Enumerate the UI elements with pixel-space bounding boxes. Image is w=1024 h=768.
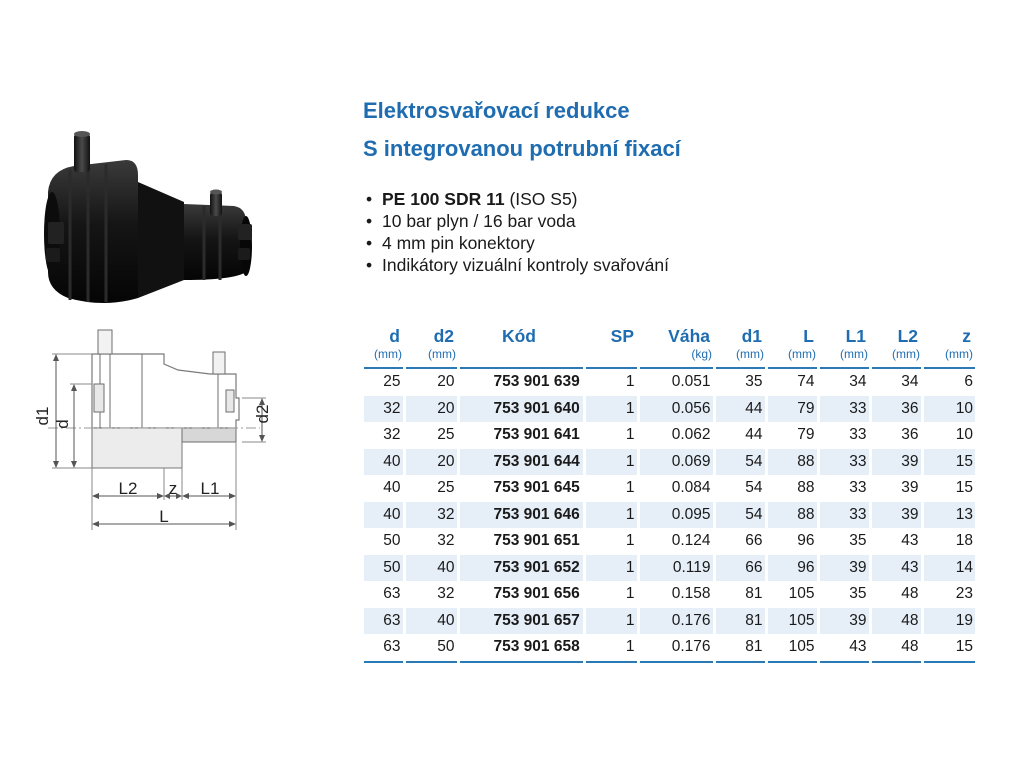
table-cell: 0.176 bbox=[638, 634, 714, 662]
table-row bbox=[364, 528, 975, 555]
table-cell: 32 bbox=[364, 422, 404, 449]
table-cell: 88 bbox=[766, 502, 818, 529]
table-cell: 25 bbox=[404, 422, 458, 449]
table-cell: 40 bbox=[404, 608, 458, 635]
table-cell: 81 bbox=[714, 581, 766, 608]
table-cell: 35 bbox=[818, 528, 870, 555]
table-cell: 13 bbox=[922, 502, 975, 529]
column-header: L2 bbox=[897, 326, 918, 346]
table-cell: 36 bbox=[870, 396, 922, 423]
dim-label-L: L bbox=[159, 507, 169, 526]
table-row bbox=[364, 502, 975, 529]
dim-label-d2: d2 bbox=[253, 404, 272, 424]
unit-label: (mm) bbox=[714, 347, 766, 368]
table-cell: 105 bbox=[766, 634, 818, 662]
table-units-row bbox=[364, 347, 975, 368]
table-row bbox=[364, 608, 975, 635]
table-cell: 753 901 652 bbox=[458, 555, 584, 582]
table-cell: 88 bbox=[766, 475, 818, 502]
table-cell: 15 bbox=[922, 449, 975, 476]
table-cell: 1 bbox=[584, 475, 638, 502]
table-cell: 0.062 bbox=[638, 422, 714, 449]
table-cell: 50 bbox=[364, 555, 404, 582]
table-cell: 20 bbox=[404, 449, 458, 476]
column-header: L1 bbox=[845, 326, 866, 346]
table-cell: 39 bbox=[818, 608, 870, 635]
spec-table bbox=[364, 321, 975, 663]
table-cell: 10 bbox=[955, 426, 973, 444]
technical-drawing bbox=[30, 324, 276, 534]
table-cell: 1 bbox=[584, 396, 638, 423]
table-cell: 40 bbox=[364, 449, 404, 476]
table-cell: 0.051 bbox=[638, 368, 714, 396]
table-cell: 43 bbox=[818, 634, 870, 662]
table-row bbox=[364, 634, 975, 662]
table-cell: 753 901 639 bbox=[458, 368, 584, 396]
table-cell: 33 bbox=[818, 449, 870, 476]
table-cell: 54 bbox=[714, 475, 766, 502]
table-cell: 50 bbox=[364, 528, 404, 555]
table-cell: 35 bbox=[714, 368, 766, 396]
dim-label-L1: L1 bbox=[200, 479, 220, 498]
table-cell: 36 bbox=[870, 422, 922, 449]
table-cell: 32 bbox=[404, 581, 458, 608]
feature-item: • Indikátory vizuální kontroly svařování bbox=[366, 255, 669, 275]
table-cell: 19 bbox=[922, 608, 975, 635]
table-cell: 753 901 657 bbox=[458, 608, 584, 635]
table-cell: 88 bbox=[766, 449, 818, 476]
table-cell: 0.176 bbox=[638, 608, 714, 635]
table-row bbox=[364, 475, 975, 502]
table-cell: 6 bbox=[964, 373, 973, 391]
table-cell: 753 901 644 bbox=[458, 449, 584, 476]
table-cell: 54 bbox=[714, 502, 766, 529]
table-cell: 74 bbox=[766, 368, 818, 396]
table-cell: 1 bbox=[584, 502, 638, 529]
table-cell: 63 bbox=[364, 581, 404, 608]
table-cell: 34 bbox=[818, 368, 870, 396]
table-cell: 32 bbox=[404, 502, 458, 529]
table-cell: 0.124 bbox=[638, 528, 714, 555]
table-cell: 25 bbox=[404, 475, 458, 502]
table-cell: 44 bbox=[714, 396, 766, 423]
unit-label: (mm) bbox=[404, 347, 458, 368]
table-cell: 43 bbox=[870, 528, 922, 555]
table-cell: 33 bbox=[818, 422, 870, 449]
table-cell: 32 bbox=[364, 396, 404, 423]
table-cell: 20 bbox=[404, 396, 458, 423]
table-cell: 40 bbox=[404, 555, 458, 582]
unit-label: (mm) bbox=[922, 347, 975, 368]
unit-label: (mm) bbox=[364, 347, 404, 368]
table-cell: 18 bbox=[955, 532, 973, 550]
table-cell: 753 901 651 bbox=[458, 528, 584, 555]
table-cell: 66 bbox=[714, 555, 766, 582]
table-cell: 1 bbox=[584, 528, 638, 555]
table-row bbox=[364, 581, 975, 608]
table-cell: 0.119 bbox=[638, 555, 714, 582]
dim-label-L2: L2 bbox=[118, 479, 138, 498]
table-cell: 39 bbox=[870, 502, 922, 529]
feature-item: • 10 bar plyn / 16 bar voda bbox=[366, 211, 576, 231]
table-cell: 40 bbox=[364, 502, 404, 529]
page-subtitle: S integrovanou potrubní fixací bbox=[363, 136, 681, 161]
table-cell: 14 bbox=[922, 555, 975, 582]
table-cell: 0.158 bbox=[638, 581, 714, 608]
table-cell: 0.084 bbox=[638, 475, 714, 502]
unit-label bbox=[458, 347, 584, 368]
unit-label: (kg) bbox=[638, 347, 714, 368]
table-cell: 81 bbox=[714, 634, 766, 662]
table-cell: 15 bbox=[922, 634, 975, 662]
page-title: Elektrosvařovací redukce bbox=[363, 98, 630, 123]
column-header: L bbox=[803, 326, 814, 346]
dim-label-d1: d1 bbox=[33, 406, 52, 426]
table-cell: 0.095 bbox=[638, 502, 714, 529]
column-header: SP bbox=[610, 326, 634, 346]
table-cell: 33 bbox=[818, 396, 870, 423]
unit-label: (mm) bbox=[870, 347, 922, 368]
feature-list bbox=[366, 188, 669, 276]
table-row bbox=[364, 449, 975, 476]
table-cell: 96 bbox=[766, 528, 818, 555]
table-cell: 48 bbox=[870, 608, 922, 635]
table-cell: 39 bbox=[870, 475, 922, 502]
table-cell: 96 bbox=[766, 555, 818, 582]
table-row bbox=[364, 368, 975, 396]
column-header: Kód bbox=[501, 326, 537, 346]
table-cell: 25 bbox=[364, 368, 404, 396]
table-cell: 35 bbox=[818, 581, 870, 608]
table-cell: 34 bbox=[870, 368, 922, 396]
table-row bbox=[364, 396, 975, 423]
column-header: d2 bbox=[433, 326, 454, 346]
feature-item: • PE 100 SDR 11 (ISO S5) bbox=[366, 189, 578, 209]
table-header-row bbox=[364, 321, 975, 347]
table-cell: 753 901 640 bbox=[458, 396, 584, 423]
dim-label-d: d bbox=[53, 419, 72, 429]
unit-label bbox=[584, 347, 638, 368]
table-cell: 1 bbox=[584, 608, 638, 635]
feature-item: • 4 mm pin konektory bbox=[366, 233, 535, 253]
table-cell: 105 bbox=[766, 608, 818, 635]
table-cell: 10 bbox=[922, 396, 975, 423]
product-photo bbox=[34, 130, 274, 310]
table-cell: 81 bbox=[714, 608, 766, 635]
table-cell: 44 bbox=[714, 422, 766, 449]
table-row bbox=[364, 555, 975, 582]
table-cell: 54 bbox=[714, 449, 766, 476]
column-header: d1 bbox=[741, 326, 762, 346]
table-cell: 32 bbox=[404, 528, 458, 555]
table-cell: 15 bbox=[955, 479, 973, 497]
table-cell: 0.069 bbox=[638, 449, 714, 476]
table-cell: 33 bbox=[818, 502, 870, 529]
table-cell: 79 bbox=[766, 396, 818, 423]
table-cell: 23 bbox=[955, 585, 973, 603]
table-cell: 48 bbox=[870, 581, 922, 608]
unit-label: (mm) bbox=[766, 347, 818, 368]
table-cell: 33 bbox=[818, 475, 870, 502]
table-cell: 753 901 656 bbox=[458, 581, 584, 608]
table-cell: 753 901 641 bbox=[458, 422, 584, 449]
column-header: z bbox=[962, 326, 971, 346]
table-cell: 40 bbox=[364, 475, 404, 502]
table-cell: 1 bbox=[584, 449, 638, 476]
table-cell: 50 bbox=[404, 634, 458, 662]
table-cell: 48 bbox=[870, 634, 922, 662]
dim-label-z: z bbox=[168, 479, 178, 498]
unit-label: (mm) bbox=[818, 347, 870, 368]
column-header: d bbox=[389, 326, 400, 346]
table-cell: 39 bbox=[818, 555, 870, 582]
column-header: Váha bbox=[668, 326, 710, 346]
table-cell: 753 901 658 bbox=[458, 634, 584, 662]
table-row bbox=[364, 422, 975, 449]
table-cell: 1 bbox=[584, 634, 638, 662]
table-cell: 63 bbox=[364, 608, 404, 635]
table-cell: 0.056 bbox=[638, 396, 714, 423]
table-cell: 1 bbox=[584, 368, 638, 396]
table-cell: 753 901 645 bbox=[458, 475, 584, 502]
table-cell: 1 bbox=[584, 422, 638, 449]
table-cell: 20 bbox=[404, 368, 458, 396]
table-cell: 1 bbox=[584, 581, 638, 608]
table-cell: 753 901 646 bbox=[458, 502, 584, 529]
table-cell: 66 bbox=[714, 528, 766, 555]
table-cell: 39 bbox=[870, 449, 922, 476]
table-cell: 43 bbox=[870, 555, 922, 582]
table-cell: 1 bbox=[584, 555, 638, 582]
table-cell: 105 bbox=[766, 581, 818, 608]
table-cell: 79 bbox=[766, 422, 818, 449]
table-cell: 63 bbox=[364, 634, 404, 662]
